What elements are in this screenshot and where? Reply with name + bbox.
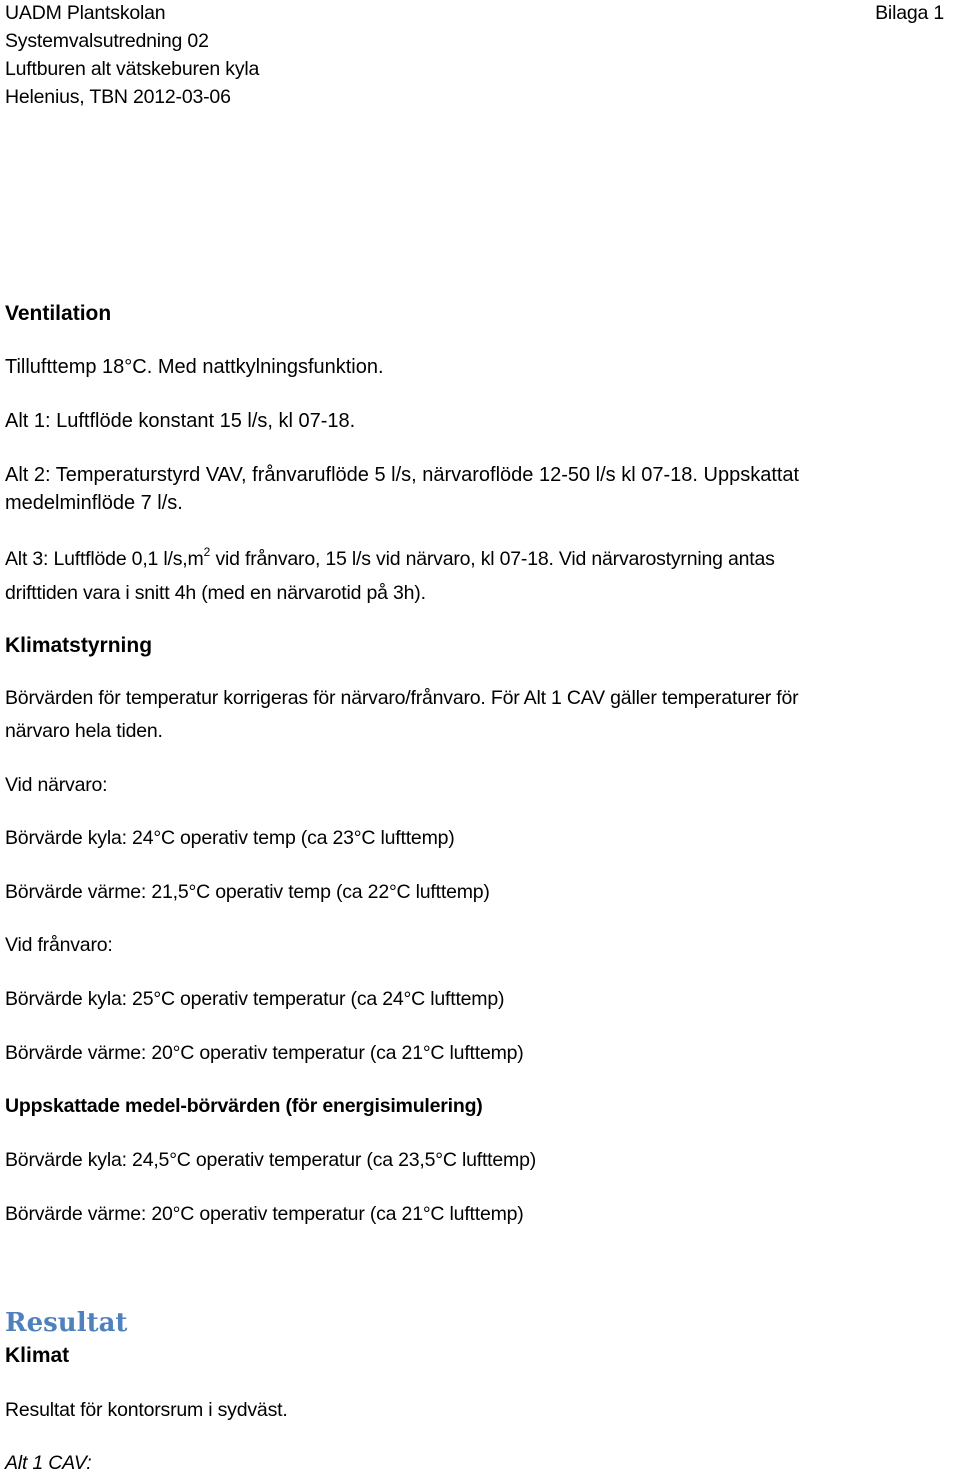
header-document: Systemvalsutredning 02	[5, 30, 209, 52]
superscript-2: 2	[203, 545, 211, 559]
franvaro-varme: Börvärde värme: 20°C operativ temperatur (ca 21°C lufttemp)	[5, 1042, 524, 1064]
ventilation-paragraph-4-line-2: drifttiden vara i snitt 4h (med en närvarotid på 3h).	[5, 582, 426, 604]
ventilation-paragraph-2: Alt 1: Luftflöde konstant 15 l/s, kl 07-18.	[5, 410, 356, 432]
klimatstyrning-heading: Klimatstyrning	[5, 634, 153, 657]
alt3-text-c: Vid närvarostyrning antas	[553, 548, 775, 570]
header-subject: Luftburen alt vätskeburen kyla	[5, 58, 260, 80]
header-author-date: Helenius, TBN 2012-03-06	[5, 86, 231, 108]
ventilation-paragraph-4-line-1	[5, 547, 775, 571]
narvaro-varme: Börvärde värme: 21,5°C operativ temp (ca 22°C lufttemp)	[5, 881, 490, 903]
resultat-heading: Resultat	[5, 1308, 128, 1338]
klimat-paragraph-1-line-2: närvaro hela tiden.	[5, 720, 163, 742]
alt3-text-b: vid frånvaro, 15 l/s vid närvaro, kl 07-18.	[210, 548, 554, 570]
ventilation-heading: Ventilation	[5, 302, 112, 325]
ventilation-paragraph-3-line-1: Alt 2: Temperaturstyrd VAV, frånvaruflöde 5 l/s, närvaroflöde 12-50 l/s kl 07-18. Uppskattat	[5, 464, 800, 486]
franvaro-kyla: Börvärde kyla: 25°C operativ temperatur (ca 24°C lufttemp)	[5, 988, 505, 1010]
franvaro-heading: Vid frånvaro:	[5, 934, 113, 956]
klimat-subheading: Klimat	[5, 1344, 70, 1367]
resultat-paragraph: Resultat för kontorsrum i sydväst.	[5, 1399, 288, 1421]
narvaro-kyla: Börvärde kyla: 24°C operativ temp (ca 23°C lufttemp)	[5, 827, 455, 849]
medel-borvarden-heading: Uppskattade medel-börvärden (för energisimulering)	[5, 1095, 483, 1117]
medel-kyla: Börvärde kyla: 24,5°C operativ temperatur (ca 23,5°C lufttemp)	[5, 1149, 537, 1171]
medel-varme: Börvärde värme: 20°C operativ temperatur (ca 21°C lufttemp)	[5, 1203, 524, 1225]
klimat-paragraph-1-line-1: Börvärden för temperatur korrigeras för närvaro/frånvaro. För Alt 1 CAV gäller temperaturer för	[5, 687, 799, 709]
alt1-cav-label: Alt 1 CAV:	[5, 1452, 92, 1474]
ventilation-paragraph-1: Tillufttemp 18°C. Med nattkylningsfunktion.	[5, 356, 384, 378]
ventilation-paragraph-3-line-2: medelminflöde 7 l/s.	[5, 492, 183, 514]
header-attachment: Bilaga 1	[875, 2, 944, 24]
header-org: UADM Plantskolan	[5, 2, 166, 24]
alt3-text-a: Alt 3: Luftflöde 0,1 l/s,m	[5, 548, 204, 570]
narvaro-heading: Vid närvaro:	[5, 774, 108, 796]
